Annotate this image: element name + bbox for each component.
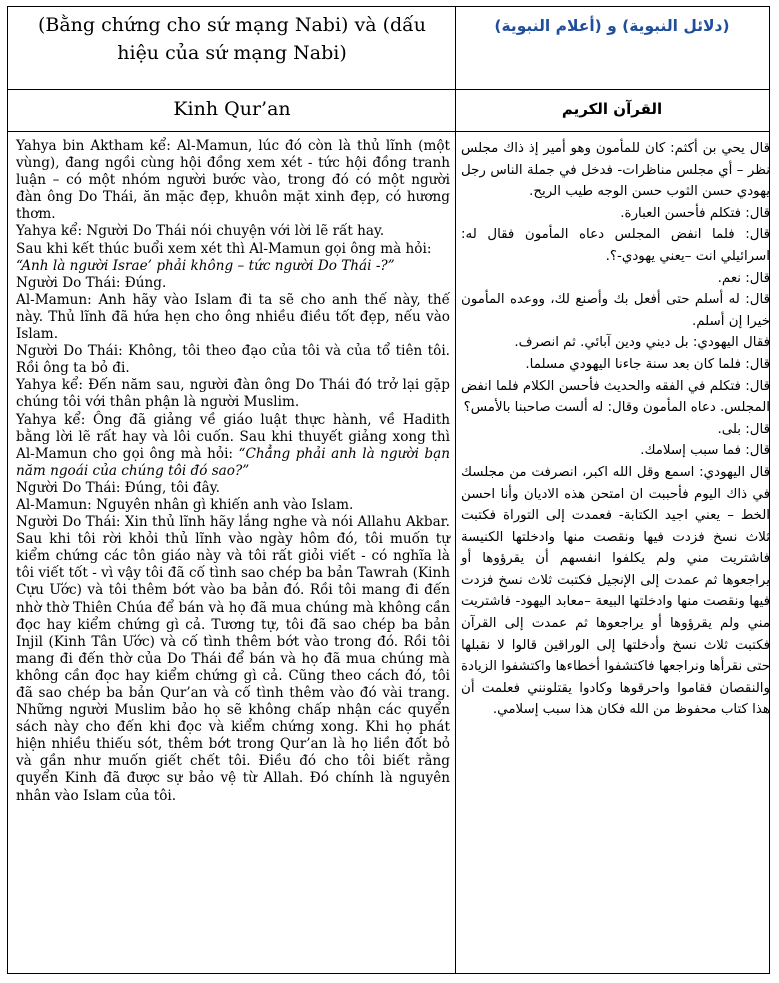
vi-paragraph-quote <box>16 258 450 275</box>
vi-paragraph: Yahya kể: Đến năm sau, người đàn ông Do Thái đó trở lại gặp chúng tôi với thân phận là người Muslim. <box>16 377 450 411</box>
arabic-body <box>461 138 770 721</box>
ar-paragraph: قال: نعم. <box>717 270 770 286</box>
vi-paragraph: Người Do Thái: Đúng. <box>16 274 167 291</box>
vi-quote-text: “Anh là người Israe’ phải không – tức người Do Thái -?” <box>16 257 395 274</box>
vietnamese-column-heading: Kinh Qur’an <box>173 98 291 120</box>
ar-paragraph: قال يحي بن أكثم: كان للمأمون وهو أمير إذ ذاك مجلس نظر – أي مجلس مناظرات- فدخل في جملة الناس رجل يهودي حسن الثوب حسن الوجه طيب الريح. <box>461 141 770 200</box>
ar-paragraph: قال: له أسلم حتى أفعل بك وأصنع لك، ووعده المأمون خيرا إن أسلم. <box>461 292 770 329</box>
row-divider-title <box>8 89 769 90</box>
row-divider-subheader <box>8 131 769 132</box>
vi-paragraph: Yahya kể: Người Do Thái nói chuyện với lời lẽ rất hay. <box>16 223 385 240</box>
ar-paragraph: قال: فتكلم فأحسن العبارة. <box>620 205 770 221</box>
vi-lead-text: Yahya kể: Ông đã giảng về giáo luật thực hành, về Hadith bằng lời lẽ rất hay và lôi cuốn. Sau khi thuyết giảng xong thì Al-Mamun cho gọi ông mà hỏi: <box>16 411 450 462</box>
vi-paragraph: Người Do Thái: Xin thủ lĩnh hãy lắng nghe và nói Allahu Akbar. Sau khi tôi rời khỏi thủ lĩnh vào ngày hôm đó, tôi muốn tự kiểm chứng các tôn giáo này và tôi rất giỏi viết - có nghĩa là tôi viết tốt - vì vậy tôi đã cố tình sao chép ba bản Tawrah (Kinh Cựu Ước) và tôi thêm bớt vào ba bản đó. Rồi tôi mang đi đến nhờ thờ Thiên Chúa để bán và họ đã mua chúng mà không cần đọc hay kiểm chứng gì cả. Tương tự, tôi đã sao chép ba bản Injil (Kinh Tân Ước) và cố tình thêm bớt vào trong đó. Rồi tôi mang đi đến thờ của Do Thái để bán và họ đã mua chúng mà không cần đọc hay kiểm chứng gì cả. Cũng theo cách đó, tôi đã sao chép ba bản Qur’an và cố tình thêm vào đó vài trang. Những người Muslim bảo họ sẽ không chấp nhận các quyển sách này cho đến khi đọc và kiểm chứng xong. Khi họ phát hiện nhiều thiếu sót, thêm bớt trong Qur’an là họ liền đốt bỏ và gần như muốn giết chết tôi. Điều đó cho tôi biết rằng quyển Kinh đã được sự bảo vệ từ Allah. Đó chính là nguyên nhân vào Islam của tôi. <box>16 514 450 804</box>
ar-paragraph: قال: فتكلم في الفقه والحديث فأحسن الكلام فلما انفض المجلس. دعاه المأمون وقال: له ألست صاحبنا بالأمس؟ <box>461 378 770 416</box>
vi-paragraph: Người Do Thái: Đúng, tôi đây. <box>16 479 220 496</box>
ar-paragraph: قال: فلما كان بعد سنة جاءنا اليهودي مسلما. <box>525 356 770 372</box>
vi-paragraph: Yahya bin Aktham kể: Al-Mamun, lúc đó còn là thủ lĩnh (một vùng), đang ngồi cùng hội đồng xem xét - tức hội đồng tranh luận – có một nhóm người bước vào, trong đó có một người đàn ông Do Thái, ăn mặc đẹp, khuôn mặt xinh đẹp, có hương thơm. <box>16 138 450 223</box>
arabic-column-heading: القرآن الكريم <box>561 100 663 118</box>
ar-paragraph: قال اليهودي: اسمع وقل الله اكبر، انصرفت من مجلسك في ذاك اليوم فأحببت ان امتحن هذه الاديان وأنا احسن الخط – يعني اجيد الكتابة- فعمدت إلى التوراة فكتبت ثلاث نسخ فزدت فيها ونقصت منها وادخلتها الكنيسة فاشتريت مني ولم يكلفوا انفسهم أن يقرؤوها أو يراجعوها ثم عمدت إلى الإنجيل فكتبت ثلاث نسخ فزدت فيها ونقصت منها وادخلتها البيعة –معابد اليهود- فاشتريت مني ولم يقرؤوها أو يراجعوها ثم عمدت إلى القرآن فكتبت ثلاث نسخ وأدخلتها إلى الوراقين قالوا لا نقبلها حتى نقرأها ونراجعها فاكتشفوا أخطاءها واكتشفوا الزيادة والنقصان فقاموا واحرقوها وكادوا يقتلونني فعلمت أن هذا كتاب محفوظ من الله فكان هذا سبب إسلامي. <box>461 464 770 718</box>
ar-paragraph: قال: فما سبب إسلامك. <box>640 443 770 459</box>
vietnamese-body <box>16 138 450 805</box>
ar-paragraph: فقال اليهودي: بل ديني ودين آبائي. ثم انصرف. <box>514 335 770 351</box>
bilingual-table <box>7 6 770 974</box>
vi-paragraph: Al-Mamun: Anh hãy vào Islam đi ta sẽ cho anh thế này, thế này. Thủ lĩnh đã hứa hẹn cho ông nhiều điều tốt đẹp, nếu vào Islam. <box>16 291 450 343</box>
vi-paragraph-with-quote <box>16 412 450 480</box>
vi-paragraph: Sau khi kết thúc buổi xem xét thì Al-Mamun gọi ông mà hỏi: <box>16 240 432 257</box>
vietnamese-title: (Bằng chứng cho sứ mạng Nabi) và (dấu hiệu của sứ mạng Nabi) <box>37 14 427 64</box>
ar-paragraph: قال: فلما انفض المجلس دعاه المأمون فقال له: اسرائيلي انت –يعني يهودي-؟. <box>461 227 770 264</box>
vi-paragraph: Người Do Thái: Không, tôi theo đạo của tôi và của tổ tiên tôi. Rồi ông ta bỏ đi. <box>16 343 450 377</box>
column-divider <box>455 7 456 973</box>
ar-paragraph: قال: بلى. <box>717 421 770 437</box>
vi-quote-text: “Chẳng phải anh là người bạn năm ngoái của chúng tôi đó sao?” <box>16 445 450 479</box>
arabic-title: (دلائل النبوية) و (أعلام النبوية) <box>494 17 730 35</box>
vi-paragraph: Al-Mamun: Nguyên nhân gì khiến anh vào Islam. <box>16 496 354 513</box>
